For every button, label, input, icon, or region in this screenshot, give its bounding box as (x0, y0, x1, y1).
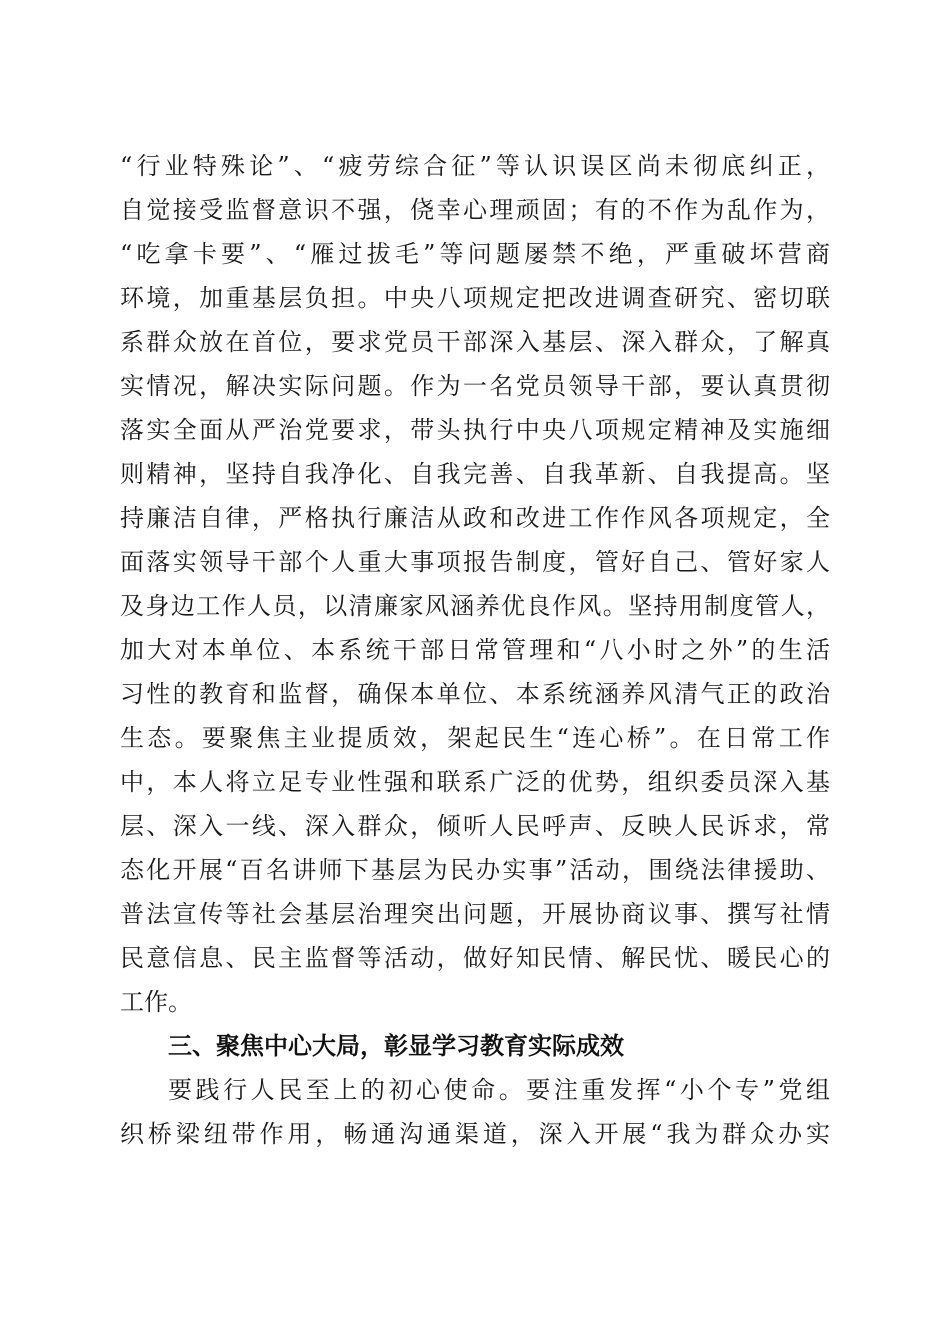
text-line: “吃拿卡要”、“雁过拔毛”等问题屡禁不绝，严重破坏营商 (120, 240, 830, 268)
text-line: 织桥梁纽带作用，畅通沟通渠道，深入开展“我为群众办实 (120, 1120, 830, 1148)
text-line: 面落实领导干部个人重大事项报告制度，管好自己、管好家人 (120, 548, 830, 576)
text-line: 环境，加重基层负担。中央八项规定把改进调查研究、密切联 (120, 284, 830, 312)
text-line: 生态。要聚焦主业提质效，架起民生“连心桥”。在日常工作 (120, 724, 830, 752)
text-line: 系群众放在首位，要求党员干部深入基层、深入群众，了解真 (120, 328, 830, 356)
text-line: 落实全面从严治党要求，带头执行中央八项规定精神及实施细 (120, 416, 830, 444)
text-line: 普法宣传等社会基层治理突出问题，开展协商议事、撰写社情 (120, 900, 830, 928)
text-line: 习性的教育和监督，确保本单位、本系统涵养风清气正的政治 (120, 680, 830, 708)
text-line: 中，本人将立足专业性强和联系广泛的优势，组织委员深入基 (120, 768, 830, 796)
text-line: 及身边工作人员，以清廉家风涵养优良作风。坚持用制度管人， (120, 592, 830, 620)
text-line: 加大对本单位、本系统干部日常管理和“八小时之外”的生活 (120, 636, 830, 664)
text-line: 民意信息、民主监督等活动，做好知民情、解民忧、暖民心的 (120, 944, 830, 972)
text-line: 实情况，解决实际问题。作为一名党员领导干部，要认真贯彻 (120, 372, 830, 400)
text-line: “行业特殊论”、“疲劳综合征”等认识误区尚未彻底纠正， (120, 152, 830, 180)
text-line: 持廉洁自律，严格执行廉洁从政和改进工作作风各项规定，全 (120, 504, 830, 532)
text-line: 则精神，坚持自我净化、自我完善、自我革新、自我提高。坚 (120, 460, 830, 488)
text-line: 工作。 (120, 988, 192, 1016)
section-heading: 三、聚焦中心大局，彰显学习教育实际成效 (168, 1032, 624, 1060)
text-line: 态化开展“百名讲师下基层为民办实事”活动，围绕法律援助、 (120, 856, 830, 884)
text-line: 要践行人民至上的初心使命。要注重发挥“小个专”党组 (168, 1076, 830, 1104)
text-line: 层、深入一线、深入群众，倾听人民呼声、反映人民诉求，常 (120, 812, 830, 840)
text-line: 自觉接受监督意识不强，侥幸心理顽固；有的不作为乱作为， (120, 196, 830, 224)
